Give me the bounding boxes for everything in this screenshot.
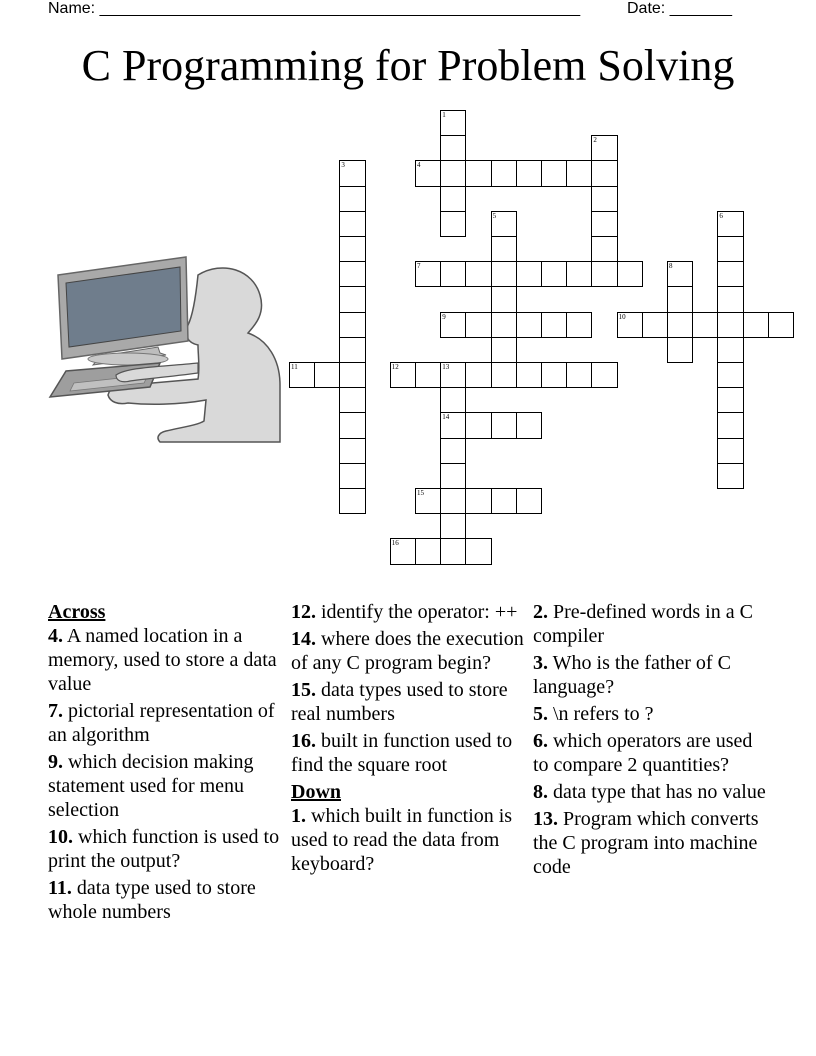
clue-across-9: 9. which decision making statement used for menu selection xyxy=(48,751,254,821)
grid-cell[interactable] xyxy=(667,261,693,287)
grid-cell[interactable] xyxy=(491,488,517,514)
grid-cell[interactable] xyxy=(440,463,466,489)
grid-cell[interactable] xyxy=(440,387,466,413)
grid-cell[interactable] xyxy=(692,312,718,338)
grid-cell[interactable] xyxy=(516,160,542,186)
grid-cell[interactable] xyxy=(440,135,466,161)
clue-down-1: 1. which built in function is used to read the data from keyboard? xyxy=(291,805,513,875)
grid-cell[interactable] xyxy=(541,160,567,186)
grid-cell[interactable] xyxy=(642,312,668,338)
grid-cell[interactable] xyxy=(339,261,365,287)
grid-cell[interactable] xyxy=(566,312,592,338)
grid-cell[interactable] xyxy=(667,337,693,363)
grid-cell[interactable] xyxy=(667,312,693,338)
grid-cell[interactable] xyxy=(717,286,743,312)
grid-cell[interactable] xyxy=(516,488,542,514)
clue-across-14: 14. where does the execution of any C program begin? xyxy=(291,628,524,674)
clue-down-8: 8. data type that has no value xyxy=(533,781,766,803)
grid-cell[interactable] xyxy=(491,261,517,287)
grid-cell[interactable] xyxy=(339,362,365,388)
grid-cell[interactable] xyxy=(440,312,466,338)
grid-cell[interactable] xyxy=(667,286,693,312)
grid-number: 3 xyxy=(341,161,345,170)
grid-cell[interactable] xyxy=(339,412,365,438)
clues-column-1 xyxy=(48,600,283,927)
grid-cell[interactable] xyxy=(491,211,517,237)
grid-cell[interactable] xyxy=(491,286,517,312)
clues-column-3 xyxy=(533,600,768,882)
grid-cell[interactable] xyxy=(717,312,743,338)
grid-cell[interactable] xyxy=(566,362,592,388)
grid-number: 13 xyxy=(442,363,450,371)
grid-cell[interactable] xyxy=(440,362,466,388)
grid-cell[interactable] xyxy=(465,362,491,388)
clues-column-2 xyxy=(291,600,526,879)
grid-cell[interactable] xyxy=(516,412,542,438)
grid-cell[interactable] xyxy=(339,387,365,413)
grid-cell[interactable] xyxy=(440,438,466,464)
grid-cell[interactable] xyxy=(516,261,542,287)
grid-cell[interactable] xyxy=(717,261,743,287)
grid-cell[interactable] xyxy=(415,362,441,388)
down-heading: Down xyxy=(291,781,342,803)
grid-cell[interactable] xyxy=(541,261,567,287)
clue-across-11: 11. data type used to store whole numbers xyxy=(48,877,256,923)
grid-number: 14 xyxy=(442,413,450,422)
across-heading: Across xyxy=(48,601,106,623)
grid-cell[interactable] xyxy=(743,312,769,338)
grid-cell[interactable] xyxy=(390,362,416,388)
grid-cell[interactable] xyxy=(591,236,617,262)
clue-down-5: 5. \n refers to ? xyxy=(533,703,654,725)
grid-cell[interactable] xyxy=(491,337,517,363)
grid-cell[interactable] xyxy=(440,488,466,514)
grid-cell[interactable] xyxy=(591,135,617,161)
clue-across-12: 12. identify the operator: ++ xyxy=(291,601,518,623)
grid-cell[interactable] xyxy=(717,211,743,237)
grid-number: 5 xyxy=(492,211,497,220)
grid-cell[interactable] xyxy=(591,211,617,237)
grid-cell[interactable] xyxy=(339,463,365,489)
clue-across-15: 15. data types used to store real numbers xyxy=(291,679,508,725)
grid-cell[interactable] xyxy=(717,463,743,489)
grid-cell[interactable] xyxy=(717,438,743,464)
grid-number: 15 xyxy=(417,489,424,497)
grid-cell[interactable] xyxy=(491,236,517,262)
grid-cell[interactable] xyxy=(566,261,592,287)
grid-cell[interactable] xyxy=(415,488,441,514)
grid-cell[interactable] xyxy=(541,312,567,338)
grid-number: 16 xyxy=(391,539,399,548)
grid-cell[interactable] xyxy=(339,186,365,212)
grid-cell[interactable] xyxy=(491,412,517,438)
grid-cell[interactable] xyxy=(541,362,567,388)
clue-down-2: 2. Pre-defined words in a C compiler xyxy=(533,601,753,647)
grid-cell[interactable] xyxy=(768,312,794,338)
grid-number: 7 xyxy=(417,262,421,271)
clue-down-3: 3. Who is the father of C language? xyxy=(533,652,731,698)
grid-cell[interactable] xyxy=(617,312,643,338)
grid-cell[interactable] xyxy=(465,488,491,514)
grid-cell[interactable] xyxy=(440,513,466,539)
date-field: Date: _______ xyxy=(627,0,732,17)
grid-cell[interactable] xyxy=(717,337,743,363)
grid-number: 4 xyxy=(417,161,421,170)
grid-cell[interactable] xyxy=(339,337,365,363)
grid-number: 12 xyxy=(391,363,399,371)
grid-cell[interactable] xyxy=(516,312,542,338)
grid-cell[interactable] xyxy=(491,362,517,388)
grid-cell[interactable] xyxy=(289,362,315,388)
grid-number: 8 xyxy=(669,262,673,271)
grid-cell[interactable] xyxy=(717,412,743,438)
grid-cell[interactable] xyxy=(465,312,491,338)
grid-cell[interactable] xyxy=(339,286,365,312)
grid-cell[interactable] xyxy=(617,261,643,287)
grid-cell[interactable] xyxy=(440,186,466,212)
clue-across-16: 16. built in function used to find the square root xyxy=(291,730,513,776)
grid-cell[interactable] xyxy=(465,160,491,186)
clue-across-10: 10. which function is used to print the output? xyxy=(48,826,280,872)
grid-cell[interactable] xyxy=(566,160,592,186)
grid-cell[interactable] xyxy=(440,261,466,287)
grid-cell[interactable] xyxy=(591,160,617,186)
grid-cell[interactable] xyxy=(415,160,441,186)
grid-cell[interactable] xyxy=(717,362,743,388)
page-title: C Programming for Problem Solving xyxy=(81,41,735,90)
grid-cell[interactable] xyxy=(491,312,517,338)
grid-cell[interactable] xyxy=(591,362,617,388)
grid-cell[interactable] xyxy=(415,261,441,287)
grid-number: 10 xyxy=(618,312,626,321)
grid-cell[interactable] xyxy=(440,412,466,438)
grid-cell[interactable] xyxy=(339,160,365,186)
grid-cell[interactable] xyxy=(440,160,466,186)
grid-cell[interactable] xyxy=(339,211,365,237)
grid-cell[interactable] xyxy=(465,412,491,438)
grid-number: 6 xyxy=(719,211,723,220)
grid-cell[interactable] xyxy=(415,538,441,564)
clue-across-7: 7. pictorial representation of an algorithm xyxy=(48,700,275,746)
clue-down-6: 6. which operators are used to compare 2 quantities? xyxy=(533,730,753,776)
grid-cell[interactable] xyxy=(339,488,365,514)
grid-cell[interactable] xyxy=(440,538,466,564)
grid-cell[interactable] xyxy=(491,160,517,186)
grid-cell[interactable] xyxy=(591,186,617,212)
grid-cell[interactable] xyxy=(339,312,365,338)
grid-cell[interactable] xyxy=(314,362,340,388)
grid-cell[interactable] xyxy=(440,110,466,136)
grid-cell[interactable] xyxy=(339,438,365,464)
grid-cell[interactable] xyxy=(339,236,365,262)
grid-cell[interactable] xyxy=(591,261,617,287)
clue-across-4: 4. A named location in a memory, used to store a data value xyxy=(48,625,277,695)
grid-cell[interactable] xyxy=(465,538,491,564)
grid-cell[interactable] xyxy=(390,538,416,564)
grid-cell[interactable] xyxy=(717,387,743,413)
grid-number: 11 xyxy=(291,363,298,371)
grid-cell[interactable] xyxy=(440,211,466,237)
grid-number: 2 xyxy=(593,136,597,145)
grid-cell[interactable] xyxy=(717,236,743,262)
grid-cell[interactable] xyxy=(516,362,542,388)
grid-number: 1 xyxy=(442,111,446,119)
name-field: Name: ______________________________________________________ xyxy=(48,0,581,17)
clue-down-13: 13. Program which converts the C program into machine code xyxy=(533,808,759,878)
grid-number: 9 xyxy=(442,312,446,321)
grid-cell[interactable] xyxy=(465,261,491,287)
